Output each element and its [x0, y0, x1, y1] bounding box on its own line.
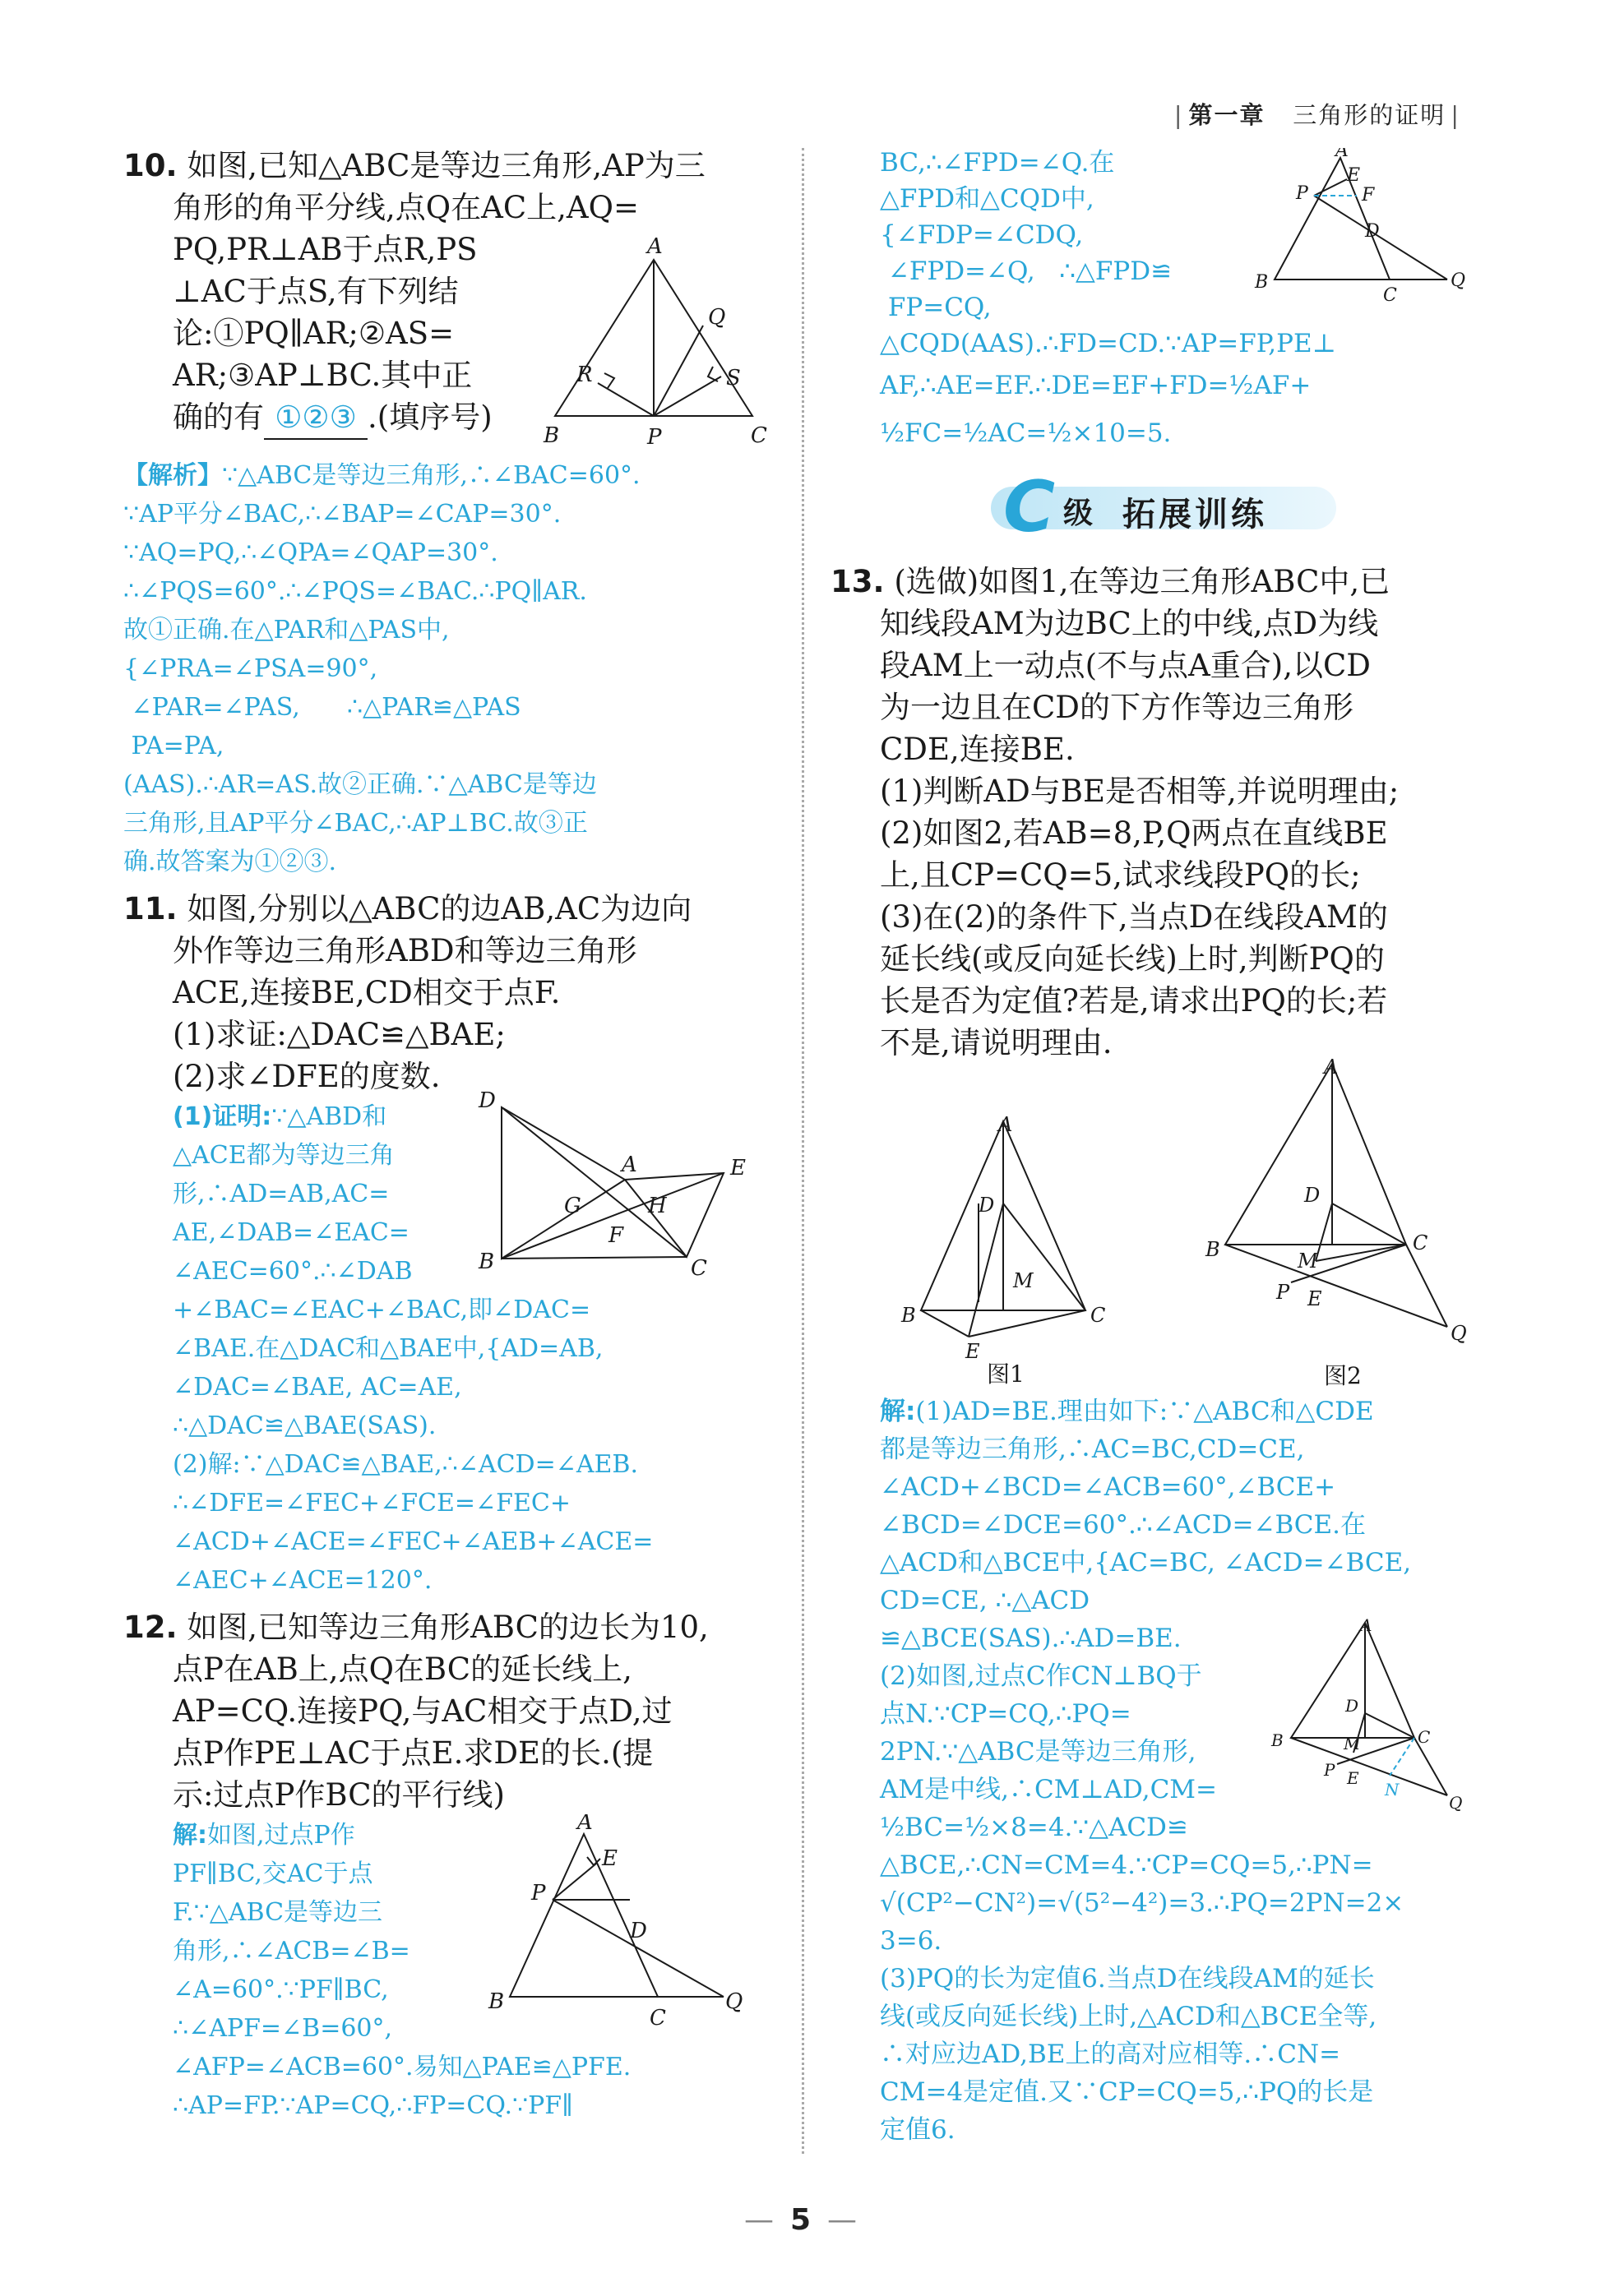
- answer-line: PA=PA,: [123, 732, 224, 760]
- answer-line: 2PN.∵△ABC是等边三角形,: [880, 1737, 1196, 1767]
- svg-text:D: D: [479, 1089, 496, 1113]
- answer-line: ∠A=60°.∵PF∥BC,: [173, 1975, 389, 2004]
- answer-line: ∵AP平分∠BAC,∴∠BAP=∠CAP=30°.: [123, 500, 562, 529]
- q13-subquestion: 长是否为定值?若是,请求出PQ的长;若: [880, 983, 1388, 1019]
- figure-2: [1201, 1056, 1480, 1389]
- q11-line: 外作等边三角形ABD和等边三角形: [173, 933, 637, 968]
- svg-text:Q: Q: [725, 1989, 743, 2014]
- answer-line: (AAS).∴AR=AS.故②正确.∵△ABC是等边: [123, 770, 597, 799]
- answer-line: 3=6.: [880, 1926, 942, 1956]
- answer-line: ∴对应边AD,BE上的高对应相等.∴CN=: [880, 2040, 1341, 2069]
- svg-text:E: E: [1347, 165, 1361, 186]
- figure-q13-answer: [1266, 1615, 1472, 1828]
- svg-text:P: P: [1276, 1281, 1290, 1304]
- question-number: 13.: [831, 564, 885, 599]
- answer-line: √(CP²−CN²)=√(5²−4²)=3.∴PQ=2PN=2×: [880, 1888, 1404, 1918]
- svg-text:C: C: [691, 1256, 707, 1278]
- q13-line: CDE,连接BE.: [880, 732, 1075, 767]
- svg-text:P: P: [531, 1881, 546, 1906]
- svg-text:B: B: [1255, 272, 1269, 293]
- answer-line: 角形,∴∠ACB=∠B=: [173, 1937, 410, 1966]
- answer-line: ∠AEC+∠ACE=120°.: [173, 1566, 433, 1595]
- answer-line: 点N.∵CP=CQ,∴PQ=: [880, 1699, 1131, 1729]
- answer-q10: [123, 456, 769, 881]
- answer-line: AE,∠DAB=∠EAC=: [173, 1218, 410, 1247]
- q10-line: 确的有: [173, 400, 264, 435]
- answer-line: ½BC=½×8=4.∵△ACD≌: [880, 1813, 1188, 1842]
- q11-line: 如图,分别以△ABC的边AB,AC为边向: [187, 891, 692, 926]
- q13-subquestion: (1)判断AD与BE是否相等,并说明理由;: [880, 774, 1400, 809]
- chapter-title: 三角形的证明: [1293, 101, 1446, 129]
- answer-line: ∴△DAC≌△BAE(SAS).: [173, 1411, 437, 1440]
- answer-label: 【解析】: [123, 461, 222, 490]
- answer-q13: [831, 1393, 1480, 2149]
- answer-line: ½FC=½AC=½×10=5.: [880, 418, 1172, 448]
- running-header: | 第一章 三角形的证明 |: [1173, 101, 1460, 129]
- answer-label: (1)证明:: [173, 1102, 272, 1131]
- q13-subquestion: 上,且CP=CQ=5,试求线段PQ的长;: [880, 857, 1361, 893]
- answer-line: ∠ACD+∠BCD=∠ACB=60°,∠BCE+: [880, 1472, 1336, 1502]
- svg-text:C: C: [1090, 1304, 1106, 1327]
- svg-text:A: A: [577, 1814, 593, 1835]
- answer-line: (3)PQ的长为定值6.当点D在线段AM的延长: [880, 1964, 1375, 1993]
- svg-text:D: D: [979, 1194, 995, 1217]
- answer-line: AF,∴AE=EF.∴DE=EF+FD=½AF+: [880, 371, 1312, 400]
- svg-text:C: C: [1418, 1727, 1431, 1747]
- answer-line: PF∥BC,交AC于点: [173, 1859, 373, 1888]
- question-12: [123, 1606, 769, 1816]
- q12-line: 点P在AB上,点Q在BC的延长线上,: [173, 1652, 632, 1687]
- q13-subquestion: 延长线(或反向延长线)上时,判断PQ的: [880, 941, 1385, 977]
- figure-2-caption: 图2: [1324, 1362, 1362, 1389]
- svg-text:A: A: [1324, 1056, 1339, 1079]
- svg-text:G: G: [564, 1194, 581, 1218]
- answer-line: ∴∠DFE=∠FEC+∠FCE=∠FEC+: [173, 1489, 571, 1518]
- answer-line: ∠BAE.在△DAC和△BAE中,{AD=AB, ∠DAC=∠BAE, AC=AE,: [173, 1334, 604, 1402]
- svg-text:A: A: [998, 1113, 1013, 1136]
- answer-line: ∵△ABD和: [271, 1102, 387, 1131]
- answer-label: 解:: [880, 1397, 916, 1426]
- answer-line: BC,∴∠FPD=∠Q.在: [880, 148, 1115, 178]
- section-title: 拓展训练: [1122, 496, 1267, 534]
- svg-text:C: C: [751, 423, 767, 448]
- answer-line: {∠FDP=∠CDQ,: [880, 220, 1084, 250]
- q12-line: 如图,已知等边三角形ABC的边长为10,: [187, 1610, 709, 1645]
- figures-q13: [831, 1056, 1480, 1393]
- answer-line: CM=4是定值.又∵CP=CQ=5,∴PQ的长是: [880, 2077, 1374, 2107]
- svg-text:B: B: [488, 1989, 505, 2014]
- svg-text:Q: Q: [1451, 270, 1466, 291]
- svg-text:E: E: [602, 1846, 618, 1871]
- svg-text:A: A: [647, 237, 663, 259]
- svg-text:A: A: [1360, 1615, 1372, 1635]
- answer-line: ∠FPD=∠Q, ∴△FPD≌: [880, 256, 1173, 286]
- answer-line: ∵AQ=PQ,∴∠QPA=∠QAP=30°.: [123, 538, 498, 567]
- svg-text:Q: Q: [1449, 1793, 1463, 1813]
- answer-q11: [123, 1089, 769, 1600]
- q13-subquestion: 不是,请说明理由.: [880, 1025, 1113, 1060]
- answer-line: ∵△ABC是等边三角形,∴∠BAC=60°.: [222, 461, 641, 490]
- page-number: 5: [789, 2203, 812, 2237]
- answer-line: F.∵△ABC是等边三: [173, 1898, 383, 1927]
- answer-blank: ①②③: [264, 396, 368, 440]
- svg-text:E: E: [730, 1156, 746, 1180]
- svg-text:F: F: [608, 1223, 624, 1248]
- svg-text:H: H: [648, 1194, 667, 1218]
- q10-line: 角形的角平分线,点Q在AC上,AQ=: [173, 190, 639, 225]
- answer-line: AM是中线,∴CM⊥AD,CM=: [880, 1775, 1218, 1804]
- question-11: [123, 888, 769, 1097]
- q10-line: 论:①PQ∥AR;②AS=: [173, 316, 455, 351]
- right-column: [831, 145, 1480, 2149]
- svg-text:D: D: [1304, 1184, 1321, 1207]
- figure-1-caption: 图1: [987, 1361, 1025, 1388]
- figure-1: [896, 1113, 1143, 1388]
- answer-line: 定值6.: [880, 2115, 956, 2145]
- q13-line: 知线段AM为边BC上的中线,点D为线: [880, 606, 1379, 641]
- svg-text:E: E: [965, 1340, 980, 1360]
- svg-text:A: A: [622, 1153, 637, 1177]
- svg-text:D: D: [630, 1919, 647, 1943]
- answer-line: 确.故答案为①②③.: [123, 848, 337, 876]
- q11-line: ACE,连接BE,CD相交于点F.: [173, 975, 561, 1010]
- question-13: [831, 561, 1480, 1064]
- figure-q10: [539, 237, 769, 450]
- answer-q12-continued: [831, 145, 1480, 457]
- section-letter: C: [1003, 466, 1056, 548]
- svg-text:P: P: [1324, 1760, 1335, 1780]
- answer-line: 形,∴AD=AB,AC=: [173, 1180, 390, 1208]
- svg-text:E: E: [1307, 1287, 1322, 1310]
- svg-text:D: D: [1365, 221, 1380, 242]
- svg-text:M: M: [1013, 1269, 1034, 1292]
- answer-line: (2)如图,过点C作CN⊥BQ于: [880, 1661, 1202, 1691]
- q11-subquestion: (2)求∠DFE的度数.: [173, 1059, 441, 1094]
- answer-line: △ACD和△BCE中,{AC=BC, ∠ACD=∠BCE, CD=CE, ∴△ACD: [880, 1548, 1412, 1615]
- page-footer: — 5 —: [743, 2203, 858, 2237]
- q10-line: .(填序号): [368, 400, 493, 435]
- svg-text:C: C: [650, 2006, 666, 2030]
- answer-line: 故①正确.在△PAR和△PAS中,: [123, 616, 450, 644]
- q13-subquestion: (2)如图2,若AB=8,P,Q两点在直线BE: [880, 815, 1388, 851]
- figure-q12-answer: [1250, 148, 1480, 312]
- answer-label: 解:: [173, 1821, 207, 1850]
- chapter-label: 第一章: [1188, 101, 1266, 129]
- answer-line: ∴∠APF=∠B=60°,: [173, 2014, 393, 2043]
- left-column: [123, 145, 769, 2125]
- q10-line: AR;③AP⊥BC.其中正: [173, 358, 473, 393]
- q13-line: 为一边且在CD的下方作等边三角形: [880, 690, 1353, 725]
- q10-line: ⊥AC于点S,有下列结: [173, 274, 459, 309]
- section-banner: [831, 466, 1480, 548]
- answer-line: ∴AP=FP.∵AP=CQ,∴FP=CQ.∵PF∥: [173, 2091, 573, 2120]
- svg-text:F: F: [1362, 185, 1375, 206]
- q13-subquestion: (3)在(2)的条件下,当点D在线段AM的: [880, 899, 1388, 935]
- answer-line: ∠AEC=60°.∴∠DAB: [173, 1257, 413, 1286]
- svg-text:B: B: [479, 1250, 495, 1274]
- q12-line: AP=CQ.连接PQ,与AC相交于点D,过: [173, 1693, 673, 1729]
- column-divider: [802, 148, 804, 2154]
- q10-line: 如图,已知△ABC是等边三角形,AP为三: [187, 148, 706, 183]
- svg-text:B: B: [1271, 1730, 1284, 1750]
- answer-line: △FPD和△CQD中,: [880, 184, 1094, 214]
- answer-line: 三角形,且AP平分∠BAC,∴AP⊥BC.故③正: [123, 809, 588, 838]
- svg-text:M: M: [1298, 1250, 1318, 1273]
- answer-line: (1)AD=BE.理由如下:∵△ABC和△CDE: [915, 1397, 1374, 1426]
- question-10: [123, 145, 769, 453]
- figure-q12: [485, 1814, 757, 2036]
- answer-line: (2)解:∵△DAC≌△BAE,∴∠ACD=∠AEB.: [173, 1450, 639, 1479]
- svg-text:B: B: [1205, 1238, 1220, 1261]
- answer-line: 都是等边三角形,∴AC=BC,CD=CE,: [880, 1434, 1305, 1464]
- svg-text:Q: Q: [1451, 1322, 1467, 1345]
- svg-text:B: B: [901, 1304, 916, 1327]
- answer-line: ∠ACD+∠ACE=∠FEC+∠AEB+∠ACE=: [173, 1527, 654, 1556]
- question-number: 10.: [123, 148, 178, 183]
- q10-line: PQ,PR⊥AB于点R,PS: [173, 232, 478, 267]
- answer-q12: [123, 1816, 769, 2125]
- svg-text:C: C: [1413, 1231, 1428, 1254]
- question-number: 11.: [123, 891, 178, 926]
- svg-text:N: N: [1385, 1780, 1400, 1799]
- answer-line: ≌△BCE(SAS).∴AD=BE.: [880, 1624, 1182, 1653]
- q12-line: 示:过点P作BC的平行线): [173, 1777, 505, 1813]
- svg-text:P: P: [1296, 183, 1308, 204]
- answer-line: 如图,过点P作: [207, 1821, 355, 1850]
- svg-text:P: P: [647, 425, 662, 450]
- answer-line: △CQD(AAS).∴FD=CD.∵AP=FP,PE⊥: [880, 329, 1336, 358]
- q11-subquestion: (1)求证:△DAC≌△BAE;: [173, 1017, 506, 1052]
- answer-line: ∠BCD=∠DCE=60°.∴∠ACD=∠BCE.在: [880, 1510, 1366, 1540]
- answer-line: △ACE都为等边三角: [173, 1141, 395, 1170]
- q12-line: 点P作PE⊥AC于点E.求DE的长.(提: [173, 1735, 654, 1771]
- answer-line: ∠PAR=∠PAS, ∴△PAR≌△PAS: [123, 693, 521, 722]
- answer-line: {∠PRA=∠PSA=90°,: [123, 654, 378, 683]
- answer-line: 线(或反向延长线)上时,△ACD和△BCE全等,: [880, 2002, 1377, 2031]
- section-level: 级: [1063, 497, 1094, 530]
- answer-line: FP=CQ,: [880, 293, 992, 322]
- svg-text:S: S: [726, 366, 741, 390]
- svg-text:R: R: [576, 363, 593, 387]
- svg-text:D: D: [1345, 1696, 1359, 1716]
- svg-text:E: E: [1347, 1768, 1359, 1788]
- svg-text:Q: Q: [708, 305, 726, 330]
- answer-line: ∴∠PQS=60°.∴∠PQS=∠BAC.∴PQ∥AR.: [123, 577, 587, 606]
- answer-line: +∠BAC=∠EAC+∠BAC,即∠DAC=: [173, 1296, 591, 1324]
- figure-q11: [477, 1089, 757, 1278]
- q13-line: (选做)如图1,在等边三角形ABC中,已: [894, 564, 1390, 599]
- question-number: 12.: [123, 1610, 178, 1645]
- q13-line: 段AM上一动点(不与点A重合),以CD: [880, 648, 1371, 683]
- svg-text:M: M: [1344, 1734, 1361, 1753]
- answer-line: ∠AFP=∠ACB=60°.易知△PAE≌△PFE.: [173, 2053, 632, 2081]
- svg-text:B: B: [544, 423, 560, 448]
- answer-line: △BCE,∴CN=CM=4.∵CP=CQ=5,∴PN=: [880, 1850, 1373, 1880]
- svg-text:A: A: [1335, 148, 1349, 161]
- svg-text:C: C: [1383, 285, 1397, 306]
